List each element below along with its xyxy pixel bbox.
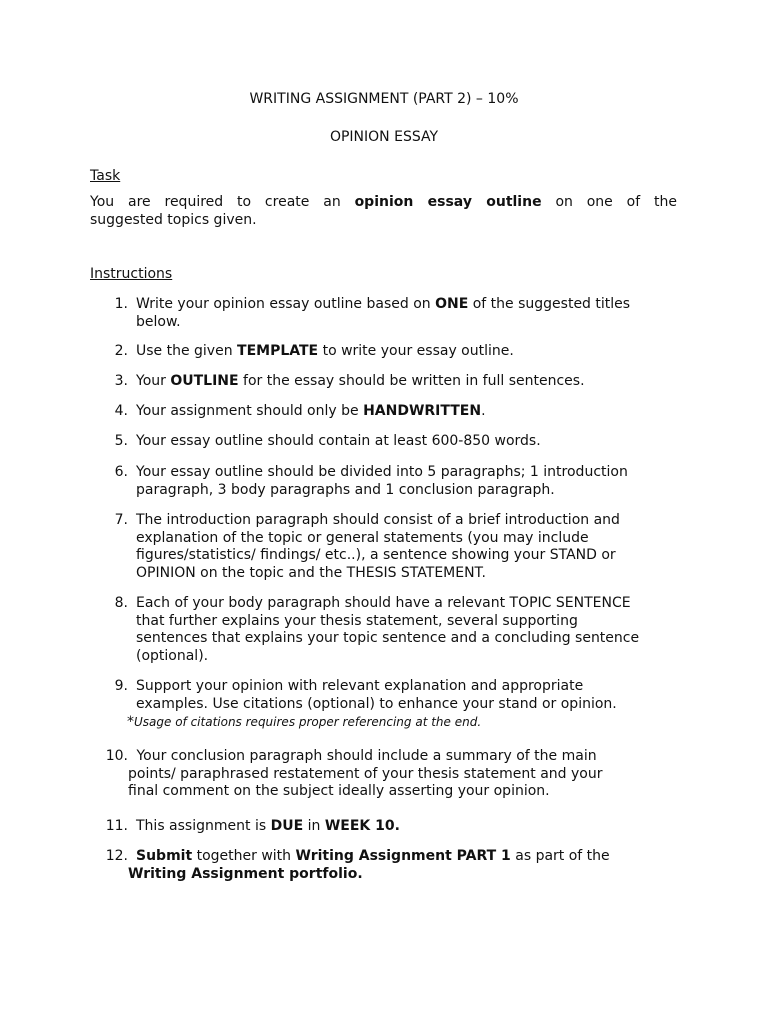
item-text-part: together with	[192, 848, 296, 864]
item-number: 3.	[114, 373, 128, 389]
item-text-line: Support your opinion with relevant explanation and appropriate	[136, 678, 584, 694]
item-text-line: Your conclusion paragraph should include a summary of the main	[132, 748, 597, 764]
item-text-bold: Writing Assignment portfolio.	[128, 866, 363, 882]
item-text-bold: ONE	[435, 296, 469, 312]
item-text-line: Your essay outline should be divided into 5 paragraphs; 1 introduction	[136, 464, 628, 480]
task-text-bold: opinion essay outline	[354, 194, 542, 210]
item-text-line: that further explains your thesis statement, several supporting	[136, 613, 578, 629]
item-text-part: Use the given	[136, 343, 238, 359]
item-text-part: Your	[136, 373, 171, 389]
task-heading: Task	[90, 168, 121, 184]
task-text-line2: suggested topics given.	[90, 212, 257, 228]
task-text-line1	[90, 193, 677, 211]
task-text-part: on one of the	[541, 194, 677, 210]
note-text: Usage of citations requires proper referencing at the end.	[134, 715, 482, 729]
item-text-line: explanation of the topic or general statements (you may include	[136, 530, 589, 546]
item-number: 11.	[105, 818, 128, 834]
item-text-line: below.	[136, 314, 181, 330]
item-text-part: for the essay should be written in full sentences.	[238, 373, 585, 389]
item-text-line: paragraph, 3 body paragraphs and 1 conclusion paragraph.	[136, 482, 555, 498]
item-number: 10.	[105, 748, 128, 764]
item-text-line: sentences that explains your topic sentence and a concluding sentence	[136, 630, 640, 646]
task-text-part: You are required to create an	[90, 194, 355, 210]
instructions-heading: Instructions	[90, 266, 173, 282]
item-number: 9.	[114, 678, 128, 694]
item-text-line	[136, 373, 585, 391]
item-text-line	[136, 403, 486, 421]
item-text-line	[136, 296, 630, 314]
item-text-line: (optional).	[136, 648, 209, 664]
item-text-part: in	[303, 818, 325, 834]
item-text-part: Write your opinion essay outline based on	[136, 296, 436, 312]
document-subtitle: OPINION ESSAY	[329, 129, 439, 145]
item-text-part: of the suggested titles	[468, 296, 631, 312]
item-number: 4.	[114, 403, 128, 419]
citation-note	[127, 714, 481, 732]
item-text-bold: TEMPLATE	[237, 343, 319, 359]
item-text-line: examples. Use citations (optional) to enhance your stand or opinion.	[136, 696, 617, 712]
item-text-line: Your essay outline should contain at least 600-850 words.	[136, 433, 541, 449]
item-text-part: to write your essay outline.	[318, 343, 514, 359]
item-number: 5.	[114, 433, 128, 449]
item-text-line	[136, 343, 514, 361]
item-text-line: final comment on the subject ideally asserting your opinion.	[128, 783, 550, 799]
item-number: 2.	[114, 343, 128, 359]
item-text-part: as part of the	[510, 848, 610, 864]
item-text-part: .	[481, 403, 486, 419]
item-text-line	[128, 866, 363, 884]
item-text-line	[136, 818, 400, 836]
item-number: 7.	[114, 512, 128, 528]
item-number: 6.	[114, 464, 128, 480]
item-text-bold: DUE	[270, 818, 304, 834]
item-number: 12.	[105, 848, 128, 864]
item-text-line: points/ paraphrased restatement of your thesis statement and your	[128, 766, 603, 782]
item-text-line: figures/statistics/ findings/ etc..), a sentence showing your STAND or	[136, 547, 616, 563]
note-asterisk: *	[127, 714, 134, 730]
item-text-bold: HANDWRITTEN	[363, 403, 482, 419]
item-number: 1.	[114, 296, 128, 312]
item-text-part: This assignment is	[136, 818, 271, 834]
item-text-line	[136, 848, 610, 866]
item-text-bold: WEEK 10.	[324, 818, 400, 834]
document-title: WRITING ASSIGNMENT (PART 2) – 10%	[249, 91, 519, 107]
item-text-bold: OUTLINE	[170, 373, 239, 389]
item-text-bold: Writing Assignment PART 1	[295, 848, 511, 864]
item-text-bold: Submit	[136, 848, 193, 864]
item-text-line: Each of your body paragraph should have a relevant TOPIC SENTENCE	[136, 595, 631, 611]
item-number: 8.	[114, 595, 128, 611]
item-text-part: Your assignment should only be	[136, 403, 364, 419]
item-text-line: The introduction paragraph should consist of a brief introduction and	[136, 512, 620, 528]
item-text-line: OPINION on the topic and the THESIS STATEMENT.	[136, 565, 486, 581]
